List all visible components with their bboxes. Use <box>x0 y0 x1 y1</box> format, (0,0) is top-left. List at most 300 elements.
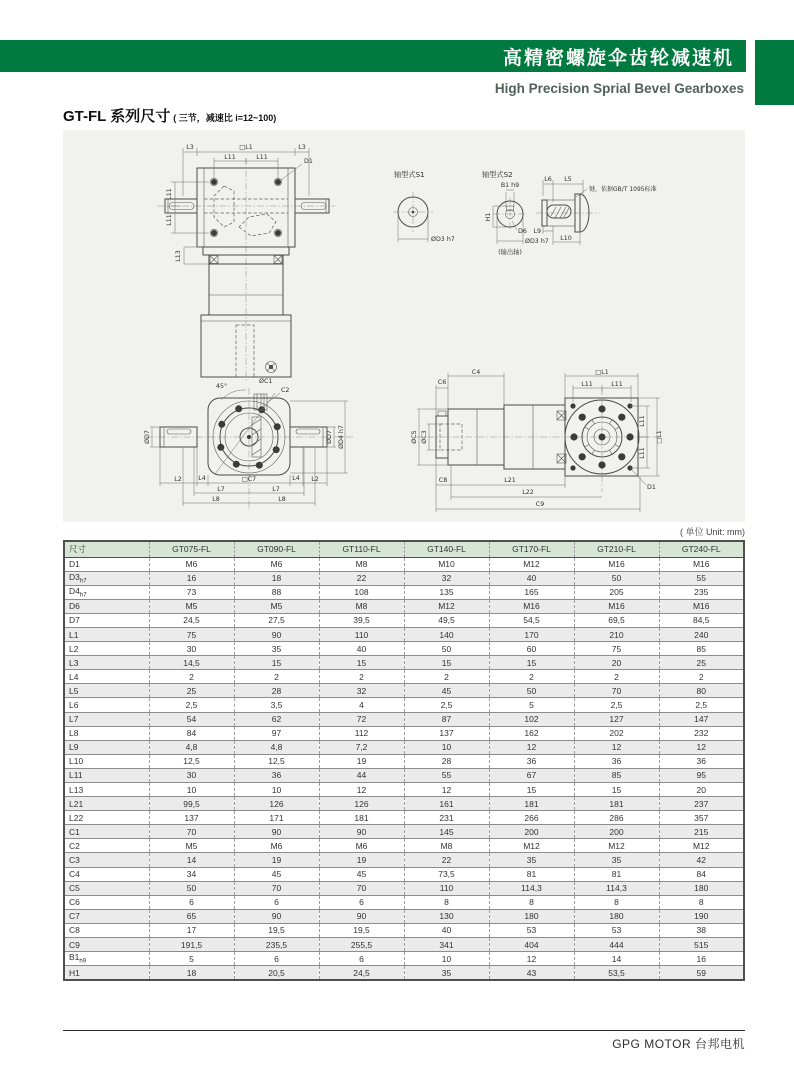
table-header-row <box>64 541 744 557</box>
dim-value: 55 <box>659 571 744 585</box>
dim-value: 30 <box>149 768 234 782</box>
dim-value: 25 <box>659 656 744 670</box>
dim-c2: C2 <box>281 387 290 394</box>
dim-value: 235 <box>659 585 744 599</box>
dim-label: $D3_{h7}$ <box>64 571 149 585</box>
dim-value: 4,8 <box>149 740 234 754</box>
dim-value: 127 <box>574 712 659 726</box>
table-row <box>64 571 744 585</box>
dim-value: 6 <box>234 952 319 966</box>
dim-value: 255,5 <box>319 938 404 952</box>
dim-value: 14,5 <box>149 656 234 670</box>
dim-value: 2,5 <box>574 698 659 712</box>
dim-square-l1: □L1 <box>239 144 253 151</box>
header-bar <box>0 40 746 72</box>
section-title <box>63 105 276 126</box>
dim-value: 12,5 <box>149 754 234 768</box>
dim-l11-flange1: L11 <box>581 381 593 388</box>
dim-d3-s1: ØD3 h7 <box>431 236 455 243</box>
dim-value: 99,5 <box>149 797 234 811</box>
dim-c9: C9 <box>535 501 545 508</box>
dim-value: 15 <box>319 656 404 670</box>
dim-label: L9 <box>64 740 149 754</box>
column-header-model: GT090-FL <box>234 541 319 557</box>
page-subtitle-en: High Precision Sprial Bevel Gearboxes <box>494 81 744 96</box>
dim-d6: D6 <box>518 228 527 235</box>
table-row <box>64 881 744 895</box>
dim-value: M5 <box>149 599 234 613</box>
dim-l21: L21 <box>504 477 516 484</box>
dim-value: 137 <box>149 811 234 825</box>
dim-c3: ØC3 <box>421 430 428 444</box>
dim-value: 50 <box>404 642 489 656</box>
dim-value: 181 <box>319 811 404 825</box>
dim-label: C1 <box>64 825 149 839</box>
dim-value: 35 <box>574 853 659 867</box>
dim-label: L2 <box>64 642 149 656</box>
dim-value: 50 <box>574 571 659 585</box>
dim-d1: D1 <box>304 158 313 165</box>
table-row <box>64 698 744 712</box>
dim-value: 162 <box>489 726 574 740</box>
dim-label: L7 <box>64 712 149 726</box>
dim-value: 15 <box>574 783 659 797</box>
dim-value: 215 <box>659 825 744 839</box>
dim-value: 32 <box>404 571 489 585</box>
dim-value: M5 <box>149 839 234 853</box>
dim-l6: L6 <box>544 176 552 183</box>
dim-value: 22 <box>319 571 404 585</box>
dim-label: L3 <box>64 656 149 670</box>
dim-value: 44 <box>319 768 404 782</box>
header-accent-block <box>755 40 794 105</box>
dim-value: 181 <box>489 797 574 811</box>
dim-c7: □C7 <box>241 476 257 483</box>
dim-value: 39,5 <box>319 613 404 627</box>
dim-value: 3,5 <box>234 698 319 712</box>
dim-value: 36 <box>234 768 319 782</box>
dim-value: 12 <box>489 740 574 754</box>
dim-value: 135 <box>404 585 489 599</box>
dim-value: 15 <box>489 656 574 670</box>
dim-value: 45 <box>319 867 404 881</box>
dim-value: 404 <box>489 938 574 952</box>
column-header-dimension: 尺寸 <box>64 541 149 557</box>
dim-value: 5 <box>489 698 574 712</box>
dim-value: 85 <box>659 642 744 656</box>
dim-label: C9 <box>64 938 149 952</box>
dim-value: 17 <box>149 923 234 937</box>
table-row <box>64 599 744 613</box>
dim-value: 14 <box>149 853 234 867</box>
dim-value: 73,5 <box>404 867 489 881</box>
dim-value: 130 <box>404 909 489 923</box>
dim-value: 15 <box>489 783 574 797</box>
table-row <box>64 613 744 627</box>
dim-value: 70 <box>574 684 659 698</box>
dim-value: 180 <box>489 909 574 923</box>
dim-value: 8 <box>489 895 574 909</box>
dim-value: 45 <box>234 867 319 881</box>
dim-label: D6 <box>64 599 149 613</box>
dim-value: 266 <box>489 811 574 825</box>
dim-c5: ØC5 <box>411 430 418 444</box>
column-header-model: GT170-FL <box>489 541 574 557</box>
dim-d7-right: ØD7 <box>326 430 333 444</box>
dim-value: 60 <box>489 642 574 656</box>
dim-l7-left: L7 <box>217 486 225 493</box>
dim-l13: L13 <box>175 250 182 262</box>
dim-value: 54 <box>149 712 234 726</box>
dim-d4: ØD4 h7 <box>338 425 345 449</box>
dim-value: 14 <box>574 952 659 966</box>
dim-value: 35 <box>404 966 489 981</box>
shaft-type-s1 <box>393 170 455 243</box>
dim-value: 108 <box>319 585 404 599</box>
dim-label: C7 <box>64 909 149 923</box>
dim-value: 73 <box>149 585 234 599</box>
dim-value: 87 <box>404 712 489 726</box>
dim-l11-side1: L11 <box>166 188 173 200</box>
dim-value: 147 <box>659 712 744 726</box>
dim-l4-right: L4 <box>292 475 300 482</box>
dim-value: 180 <box>574 909 659 923</box>
dim-value: 53 <box>574 923 659 937</box>
dim-value: M6 <box>234 557 319 571</box>
dim-value: 170 <box>489 627 574 641</box>
table-row <box>64 853 744 867</box>
table-row <box>64 867 744 881</box>
dim-value: 4,8 <box>234 740 319 754</box>
dim-value: 202 <box>574 726 659 740</box>
column-header-model: GT110-FL <box>319 541 404 557</box>
dim-value: 126 <box>319 797 404 811</box>
dim-value: 19 <box>319 853 404 867</box>
dim-l3-right: L3 <box>298 144 306 151</box>
dim-value: 50 <box>489 684 574 698</box>
dim-value: M8 <box>404 839 489 853</box>
dim-l11-side2: L11 <box>166 214 173 226</box>
dim-l10: L10 <box>560 235 572 242</box>
dim-value: M10 <box>404 557 489 571</box>
dim-value: 88 <box>234 585 319 599</box>
dim-value: 90 <box>319 825 404 839</box>
dim-value: 90 <box>234 909 319 923</box>
dim-value: 10 <box>404 952 489 966</box>
table-row <box>64 768 744 782</box>
dim-label: L1 <box>64 627 149 641</box>
dim-value: 2,5 <box>404 698 489 712</box>
dim-value: 2 <box>574 670 659 684</box>
dim-value: 286 <box>574 811 659 825</box>
dim-value: 357 <box>659 811 744 825</box>
dim-value: 6 <box>149 895 234 909</box>
dim-d3-s2: ØD3 h7 <box>525 238 549 245</box>
dim-value: 165 <box>489 585 574 599</box>
dim-value: 2 <box>489 670 574 684</box>
dim-value: M16 <box>659 599 744 613</box>
dim-value: 19,5 <box>319 923 404 937</box>
dim-value: 12 <box>319 783 404 797</box>
dim-c8: C8 <box>438 477 448 484</box>
dim-value: 22 <box>404 853 489 867</box>
dim-value: 90 <box>319 909 404 923</box>
dim-value: 40 <box>489 571 574 585</box>
dim-label: $B1_{h9}$ <box>64 952 149 966</box>
dim-l11-top1: L11 <box>224 154 236 161</box>
dim-l11-flange2: L11 <box>611 381 623 388</box>
dim-value: M6 <box>149 557 234 571</box>
dim-value: M8 <box>319 599 404 613</box>
dim-h1: H1 <box>485 212 492 222</box>
dim-label: L13 <box>64 783 149 797</box>
dim-value: 45 <box>404 684 489 698</box>
dim-value: 6 <box>319 895 404 909</box>
dim-value: 50 <box>149 881 234 895</box>
dim-value: 341 <box>404 938 489 952</box>
dim-value: 181 <box>574 797 659 811</box>
table-row <box>64 585 744 599</box>
dim-l9: L9 <box>533 228 541 235</box>
dim-value: 19 <box>234 853 319 867</box>
table-row <box>64 712 744 726</box>
table-row <box>64 797 744 811</box>
dim-value: 232 <box>659 726 744 740</box>
dim-value: 12 <box>404 783 489 797</box>
dim-value: 95 <box>659 768 744 782</box>
flange-face-view <box>143 377 355 510</box>
dim-c1: ØC1 <box>259 378 273 385</box>
dim-value: 80 <box>659 684 744 698</box>
table-row <box>64 627 744 641</box>
dim-value: 180 <box>659 881 744 895</box>
dim-value: 84 <box>149 726 234 740</box>
dim-value: 10 <box>234 783 319 797</box>
dim-value: 19 <box>319 754 404 768</box>
dim-value: 35 <box>234 642 319 656</box>
table-row <box>64 557 744 571</box>
dim-value: 145 <box>404 825 489 839</box>
dim-value: 20 <box>574 656 659 670</box>
dim-value: 2 <box>404 670 489 684</box>
dim-l11-top2: L11 <box>256 154 268 161</box>
dim-d1-side: D1 <box>647 484 656 491</box>
dim-value: 240 <box>659 627 744 641</box>
dim-label: C2 <box>64 839 149 853</box>
table-row <box>64 909 744 923</box>
dim-value: 8 <box>404 895 489 909</box>
dim-value: 12 <box>489 952 574 966</box>
dim-value: M8 <box>319 557 404 571</box>
dim-b1: B1 h9 <box>500 182 520 189</box>
dim-value: 42 <box>659 853 744 867</box>
series-ratio-note: ( 三节，减速比 i=12~100) <box>173 113 277 123</box>
dim-value: 7,2 <box>319 740 404 754</box>
dim-value: M12 <box>659 839 744 853</box>
table-row <box>64 656 744 670</box>
dim-value: 81 <box>574 867 659 881</box>
dim-value: 55 <box>404 768 489 782</box>
column-header-model: GT140-FL <box>404 541 489 557</box>
dim-value: 40 <box>319 642 404 656</box>
dim-square-l1-top: □L1 <box>595 369 609 376</box>
dim-value: 2,5 <box>149 698 234 712</box>
dim-value: 40 <box>404 923 489 937</box>
dim-value: 62 <box>234 712 319 726</box>
table-row <box>64 839 744 853</box>
dim-value: M12 <box>404 599 489 613</box>
dim-d7-left: ØD7 <box>144 430 151 444</box>
dim-value: 34 <box>149 867 234 881</box>
dim-value: 2 <box>149 670 234 684</box>
page-title-cn: 高精密螺旋伞齿轮减速机 <box>502 47 734 69</box>
footer-brand: GPG MOTOR 台邦电机 <box>612 1037 745 1051</box>
key-detail-view <box>533 176 656 245</box>
dim-l11-right1: L11 <box>639 415 646 427</box>
dim-value: 8 <box>659 895 744 909</box>
dim-value: M16 <box>659 557 744 571</box>
dim-value: 171 <box>234 811 319 825</box>
dim-value: 28 <box>234 684 319 698</box>
table-row <box>64 811 744 825</box>
dim-value: 18 <box>149 966 234 981</box>
dim-value: M12 <box>574 839 659 853</box>
dim-value: 112 <box>319 726 404 740</box>
dim-value: 75 <box>574 642 659 656</box>
dim-value: 24,5 <box>319 966 404 981</box>
dim-label: C4 <box>64 867 149 881</box>
dim-l5: L5 <box>564 176 572 183</box>
dim-value: 161 <box>404 797 489 811</box>
dim-value: 84 <box>659 867 744 881</box>
dim-value: M16 <box>574 599 659 613</box>
dim-value: 2,5 <box>659 698 744 712</box>
dim-value: 205 <box>574 585 659 599</box>
dim-value: 12 <box>574 740 659 754</box>
dim-label: L21 <box>64 797 149 811</box>
dim-value: 70 <box>149 825 234 839</box>
dim-value: 5 <box>149 952 234 966</box>
dim-value: 8 <box>574 895 659 909</box>
dim-square-l1-right: □L1 <box>656 430 663 444</box>
technical-drawings <box>63 130 745 522</box>
dim-value: M16 <box>489 599 574 613</box>
dim-value: 12 <box>659 740 744 754</box>
dim-label: L22 <box>64 811 149 825</box>
dim-l22: L22 <box>522 489 534 496</box>
dim-value: 16 <box>149 571 234 585</box>
dim-value: 110 <box>319 627 404 641</box>
dim-value: 114,3 <box>574 881 659 895</box>
dim-value: M6 <box>234 839 319 853</box>
dim-value: 444 <box>574 938 659 952</box>
dim-value: 200 <box>574 825 659 839</box>
dim-value: 32 <box>319 684 404 698</box>
table-row <box>64 740 744 754</box>
dim-value: 35 <box>489 853 574 867</box>
dim-label: L10 <box>64 754 149 768</box>
dim-label: D1 <box>64 557 149 571</box>
dim-value: 70 <box>234 881 319 895</box>
dim-value: 36 <box>574 754 659 768</box>
dim-value: M6 <box>319 839 404 853</box>
table-row <box>64 684 744 698</box>
dim-value: 81 <box>489 867 574 881</box>
dim-value: 97 <box>234 726 319 740</box>
dim-value: 6 <box>319 952 404 966</box>
dim-value: 2 <box>234 670 319 684</box>
series-name: GT-FL 系列尺寸 <box>63 108 171 125</box>
dim-l7-right: L7 <box>272 486 280 493</box>
dim-value: 59 <box>659 966 744 981</box>
dim-value: 90 <box>234 627 319 641</box>
dim-value: 53,5 <box>574 966 659 981</box>
key-standard-note: 键，依据GB/T 1095标准 <box>589 186 657 193</box>
dim-value: 515 <box>659 938 744 952</box>
dim-value: 69,5 <box>574 613 659 627</box>
dim-value: 36 <box>489 754 574 768</box>
dim-value: M12 <box>489 839 574 853</box>
dim-value: M5 <box>234 599 319 613</box>
dim-value: 6 <box>234 895 319 909</box>
dim-label: C6 <box>64 895 149 909</box>
table-row <box>64 966 744 981</box>
unit-note: ( 单位 Unit: mm) <box>680 527 745 537</box>
dim-value: 84,5 <box>659 613 744 627</box>
dim-value: 231 <box>404 811 489 825</box>
front-view <box>157 144 335 382</box>
table-row <box>64 783 744 797</box>
dim-value: 20 <box>659 783 744 797</box>
dim-value: 190 <box>659 909 744 923</box>
dim-value: 4 <box>319 698 404 712</box>
dim-value: 27,5 <box>234 613 319 627</box>
dim-value: 200 <box>489 825 574 839</box>
dimensions-table <box>63 540 745 981</box>
dim-45deg: 45° <box>216 383 228 390</box>
dim-l4-left: L4 <box>198 475 206 482</box>
table-row <box>64 923 744 937</box>
dim-l2-right: L2 <box>311 476 319 483</box>
dim-l8-right: L8 <box>278 496 286 503</box>
dim-value: 191,5 <box>149 938 234 952</box>
dim-value: 72 <box>319 712 404 726</box>
shaft-s2-caption: 轴型式S2 <box>482 170 513 179</box>
table-row <box>64 952 744 966</box>
dim-value: 19,5 <box>234 923 319 937</box>
dim-value: 75 <box>149 627 234 641</box>
dim-value: 43 <box>489 966 574 981</box>
dim-l2-left: L2 <box>174 476 182 483</box>
table-row <box>64 642 744 656</box>
dim-value: 12,5 <box>234 754 319 768</box>
dim-value: 18 <box>234 571 319 585</box>
table-row <box>64 825 744 839</box>
dim-label: L5 <box>64 684 149 698</box>
dim-value: 24,5 <box>149 613 234 627</box>
dim-label: L8 <box>64 726 149 740</box>
footer-divider <box>63 1030 745 1031</box>
shaft-s1-caption: 轴型式S1 <box>394 170 425 179</box>
dimensions-table-body <box>64 557 744 980</box>
dim-value: 53 <box>489 923 574 937</box>
dim-value: 210 <box>574 627 659 641</box>
dim-value: 49,5 <box>404 613 489 627</box>
dim-value: M16 <box>574 557 659 571</box>
dim-l8-left: L8 <box>212 496 220 503</box>
column-header-model: GT240-FL <box>659 541 744 557</box>
dim-value: 54,5 <box>489 613 574 627</box>
